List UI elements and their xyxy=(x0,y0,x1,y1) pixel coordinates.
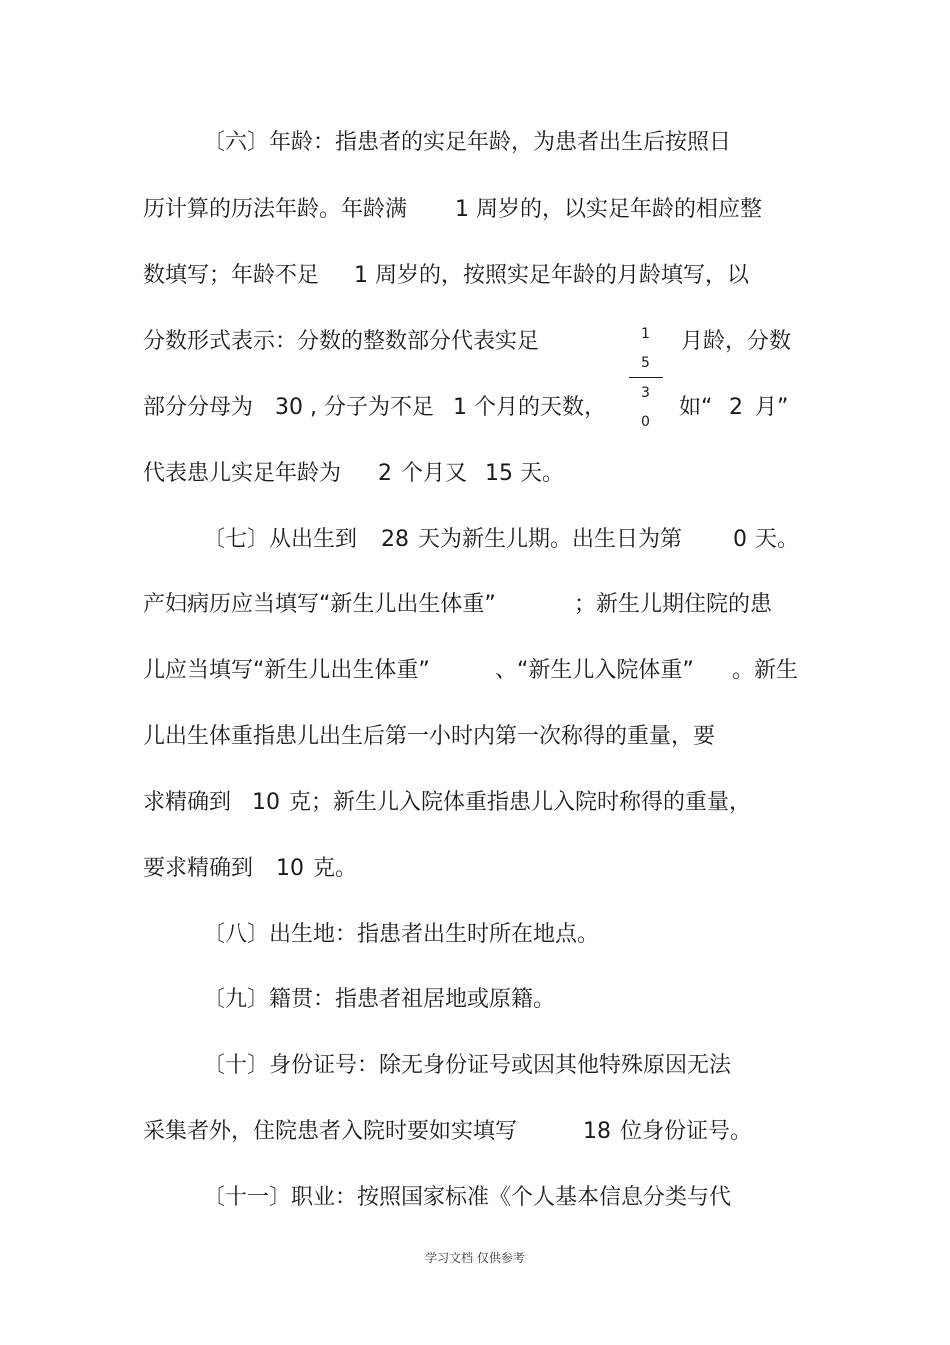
text-segment: 数填写；年龄不足 xyxy=(143,263,320,288)
text-segment: 28 xyxy=(381,527,409,552)
text-segment: 天。 xyxy=(755,527,800,552)
text-segment: 1 周岁的，以实足年龄的相应整 xyxy=(455,197,762,222)
text-segment: 要求精确到 xyxy=(143,856,254,881)
text-segment: 〔十〕身份证号：除无身份证号或因其他特殊原因无法 xyxy=(203,1053,732,1078)
fraction-bar xyxy=(629,377,663,378)
text-segment: 0 xyxy=(733,527,747,552)
text-segment: 求精确到 xyxy=(143,790,232,815)
text-segment: 18 xyxy=(583,1119,611,1144)
text-segment: 分数形式表示：分数的整数部分代表实足 xyxy=(143,329,540,354)
text-segment: 如“ xyxy=(679,395,713,420)
fraction-numerator-digit: 1 xyxy=(641,326,650,342)
text-segment: 〔六〕年龄：指患者的实足年龄，为患者出生后按照日 xyxy=(203,130,732,155)
text-segment: 克；新生儿入院体重指患儿入院时称得的重量， xyxy=(289,790,752,815)
text-segment: 30 , 分子为不足 xyxy=(275,395,434,420)
fraction-denominator-digit: 3 xyxy=(641,385,650,401)
text-segment: 2 xyxy=(729,395,743,420)
fraction-denominator-digit: 0 xyxy=(641,414,650,430)
text-segment: 月” xyxy=(755,395,789,420)
text-segment: 产妇病历应当填写“新生儿出生体重” xyxy=(143,592,496,617)
text-segment: 儿出生体重指患儿出生后第一小时内第一次称得的重量，要 xyxy=(143,724,716,749)
text-segment: 15 xyxy=(485,461,513,486)
text-segment: 〔十一〕职业：按照国家标准《个人基本信息分类与代 xyxy=(203,1185,732,1210)
text-segment: 代表患儿实足年龄为 xyxy=(143,461,342,486)
text-segment: 。新生 xyxy=(732,658,799,683)
text-segment: 历计算的历法年龄。年龄满 xyxy=(143,197,408,222)
text-segment: 个月又 xyxy=(401,461,468,486)
text-segment: ；新生儿期住院的患 xyxy=(574,592,773,617)
text-segment: 位身份证号。 xyxy=(620,1119,753,1144)
text-segment: 〔七〕从出生到 xyxy=(203,527,358,552)
fraction-numerator-digit: 5 xyxy=(641,355,650,371)
text-segment: 10 xyxy=(252,790,280,815)
page-footer: 学习文档 仅供参考 xyxy=(425,1251,525,1265)
text-segment: 〔九〕籍贯：指患者祖居地或原籍。 xyxy=(203,987,556,1012)
text-segment: 部分分母为 xyxy=(143,395,254,420)
text-segment: 1 个月的天数， xyxy=(453,395,606,420)
text-segment: 儿应当填写“新生儿出生体重” xyxy=(143,658,430,683)
text-segment: 克。 xyxy=(313,856,358,881)
text-segment: 〔八〕出生地：指患者出生时所在地点。 xyxy=(203,922,600,947)
text-segment: 10 xyxy=(276,856,304,881)
text-segment: 天。 xyxy=(520,461,565,486)
text-segment: 、“新生儿入院体重” xyxy=(495,658,694,683)
text-segment: 月龄，分数 xyxy=(681,329,792,354)
text-segment: 天为新生儿期。出生日为第 xyxy=(418,527,683,552)
text-segment: 采集者外，住院患者入院时要如实填写 xyxy=(143,1119,518,1144)
text-segment: 1 周岁的，按照实足年龄的月龄填写，以 xyxy=(354,263,749,288)
text-segment: 2 xyxy=(378,461,392,486)
